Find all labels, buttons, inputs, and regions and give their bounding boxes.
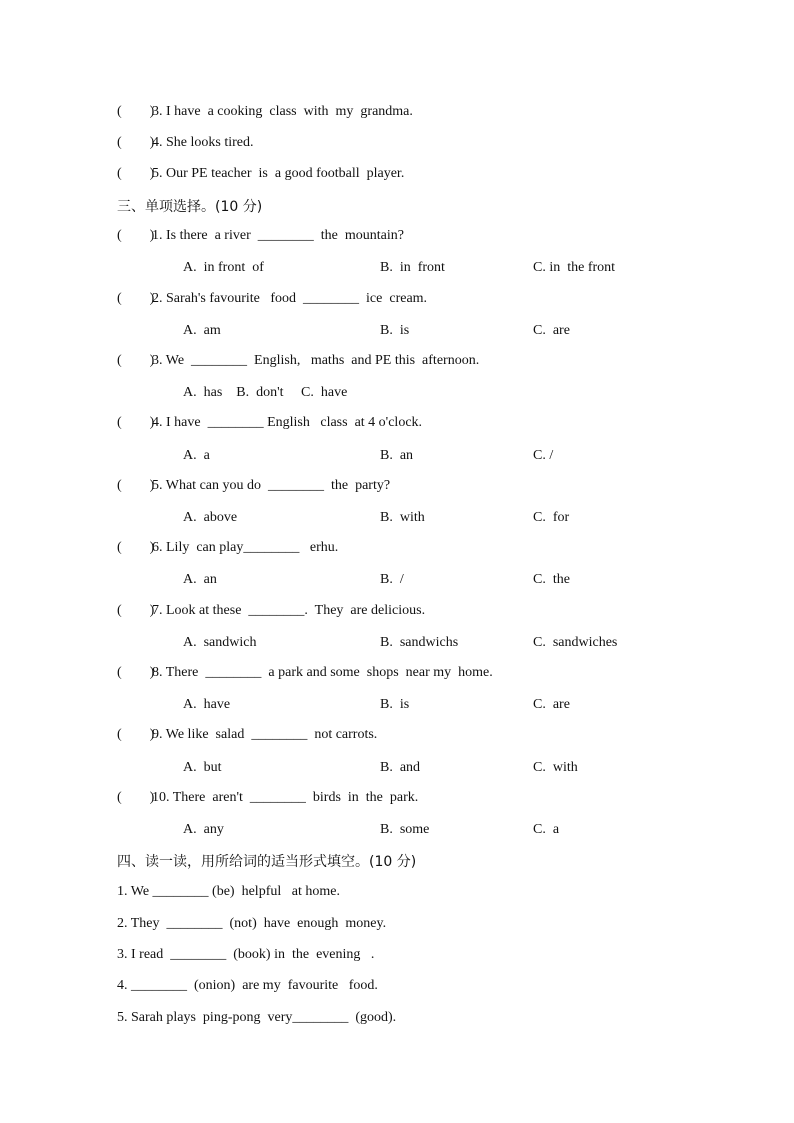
question-text: 8. There ________ a park and some shops near my home. (152, 665, 493, 680)
question-text: 5. What can you do ________ the party? (152, 478, 391, 493)
option-a: A. above (183, 510, 238, 525)
option-b: B. is (380, 323, 410, 338)
question-text: 9. We like salad ________ not carrots. (152, 727, 378, 742)
option-c: C. the (533, 572, 570, 587)
fill-in-item: 1. We ________ (be) helpful at home. (117, 884, 340, 899)
answer-blank[interactable]: ( ) (117, 540, 155, 555)
option-c: C. / (533, 448, 554, 463)
section4-heading: 四、读一读，用所给词的适当形式填空。(10 分) (117, 854, 417, 870)
option-a: A. but (183, 760, 222, 775)
option-c: C. a (533, 822, 560, 837)
option-b: B. and (380, 760, 421, 775)
answer-blank[interactable]: ( ) (117, 415, 155, 430)
answer-blank[interactable]: ( ) (117, 665, 155, 680)
option-b: B. with (380, 510, 425, 525)
option-a: A. a (183, 448, 210, 463)
question-text: 3. We ________ English, maths and PE this afternoon. (152, 353, 480, 368)
option-a: A. am (183, 323, 221, 338)
statement-text: 3. I have a cooking class with my grandma. (152, 104, 413, 119)
question-text: 7. Look at these ________. They are delicious. (152, 603, 426, 618)
option-c: C. are (533, 697, 570, 712)
answer-blank[interactable]: ( ) (117, 478, 155, 493)
statement-text: 5. Our PE teacher is a good football player. (152, 166, 405, 181)
question-text: 10. There aren't ________ birds in the park. (152, 790, 419, 805)
option-a: A. have (183, 697, 231, 712)
option-a: A. an (183, 572, 217, 587)
option-a: A. any (183, 822, 224, 837)
fill-in-item: 2. They ________ (not) have enough money. (117, 916, 387, 931)
option-c: C. with (533, 760, 578, 775)
answer-blank[interactable]: ( ) (117, 135, 155, 150)
question-text: 6. Lily can play________ erhu. (152, 540, 339, 555)
answer-blank[interactable]: ( ) (117, 353, 155, 368)
option-b: B. sandwichs (380, 635, 459, 650)
answer-blank[interactable]: ( ) (117, 790, 155, 805)
option-c: C. in the front (533, 260, 616, 275)
fill-in-item: 5. Sarah plays ping-pong very________ (good). (117, 1010, 397, 1025)
option-c: C. sandwiches (533, 635, 618, 650)
option-c: C. are (533, 323, 570, 338)
option-b: B. an (380, 448, 414, 463)
question-text: 1. Is there a river ________ the mountain? (152, 228, 404, 243)
option-b: B. is (380, 697, 410, 712)
option-a: A. in front of (183, 260, 264, 275)
options-inline: A. has B. don't C. have (183, 385, 348, 400)
answer-blank[interactable]: ( ) (117, 727, 155, 742)
section3-heading: 三、单项选择。(10 分) (117, 199, 263, 215)
fill-in-item: 4. ________ (onion) are my favourite food. (117, 978, 378, 993)
option-a: A. sandwich (183, 635, 257, 650)
option-c: C. for (533, 510, 570, 525)
option-b: B. some (380, 822, 430, 837)
answer-blank[interactable]: ( ) (117, 104, 155, 119)
answer-blank[interactable]: ( ) (117, 228, 155, 243)
fill-in-item: 3. I read ________ (book) in the evening . (117, 947, 375, 962)
question-text: 4. I have ________ English class at 4 o'clock. (152, 415, 423, 430)
option-b: B. in front (380, 260, 445, 275)
question-text: 2. Sarah's favourite food ________ ice cream. (152, 291, 428, 306)
answer-blank[interactable]: ( ) (117, 291, 155, 306)
statement-text: 4. She looks tired. (152, 135, 254, 150)
answer-blank[interactable]: ( ) (117, 603, 155, 618)
option-b: B. / (380, 572, 404, 587)
answer-blank[interactable]: ( ) (117, 166, 155, 181)
